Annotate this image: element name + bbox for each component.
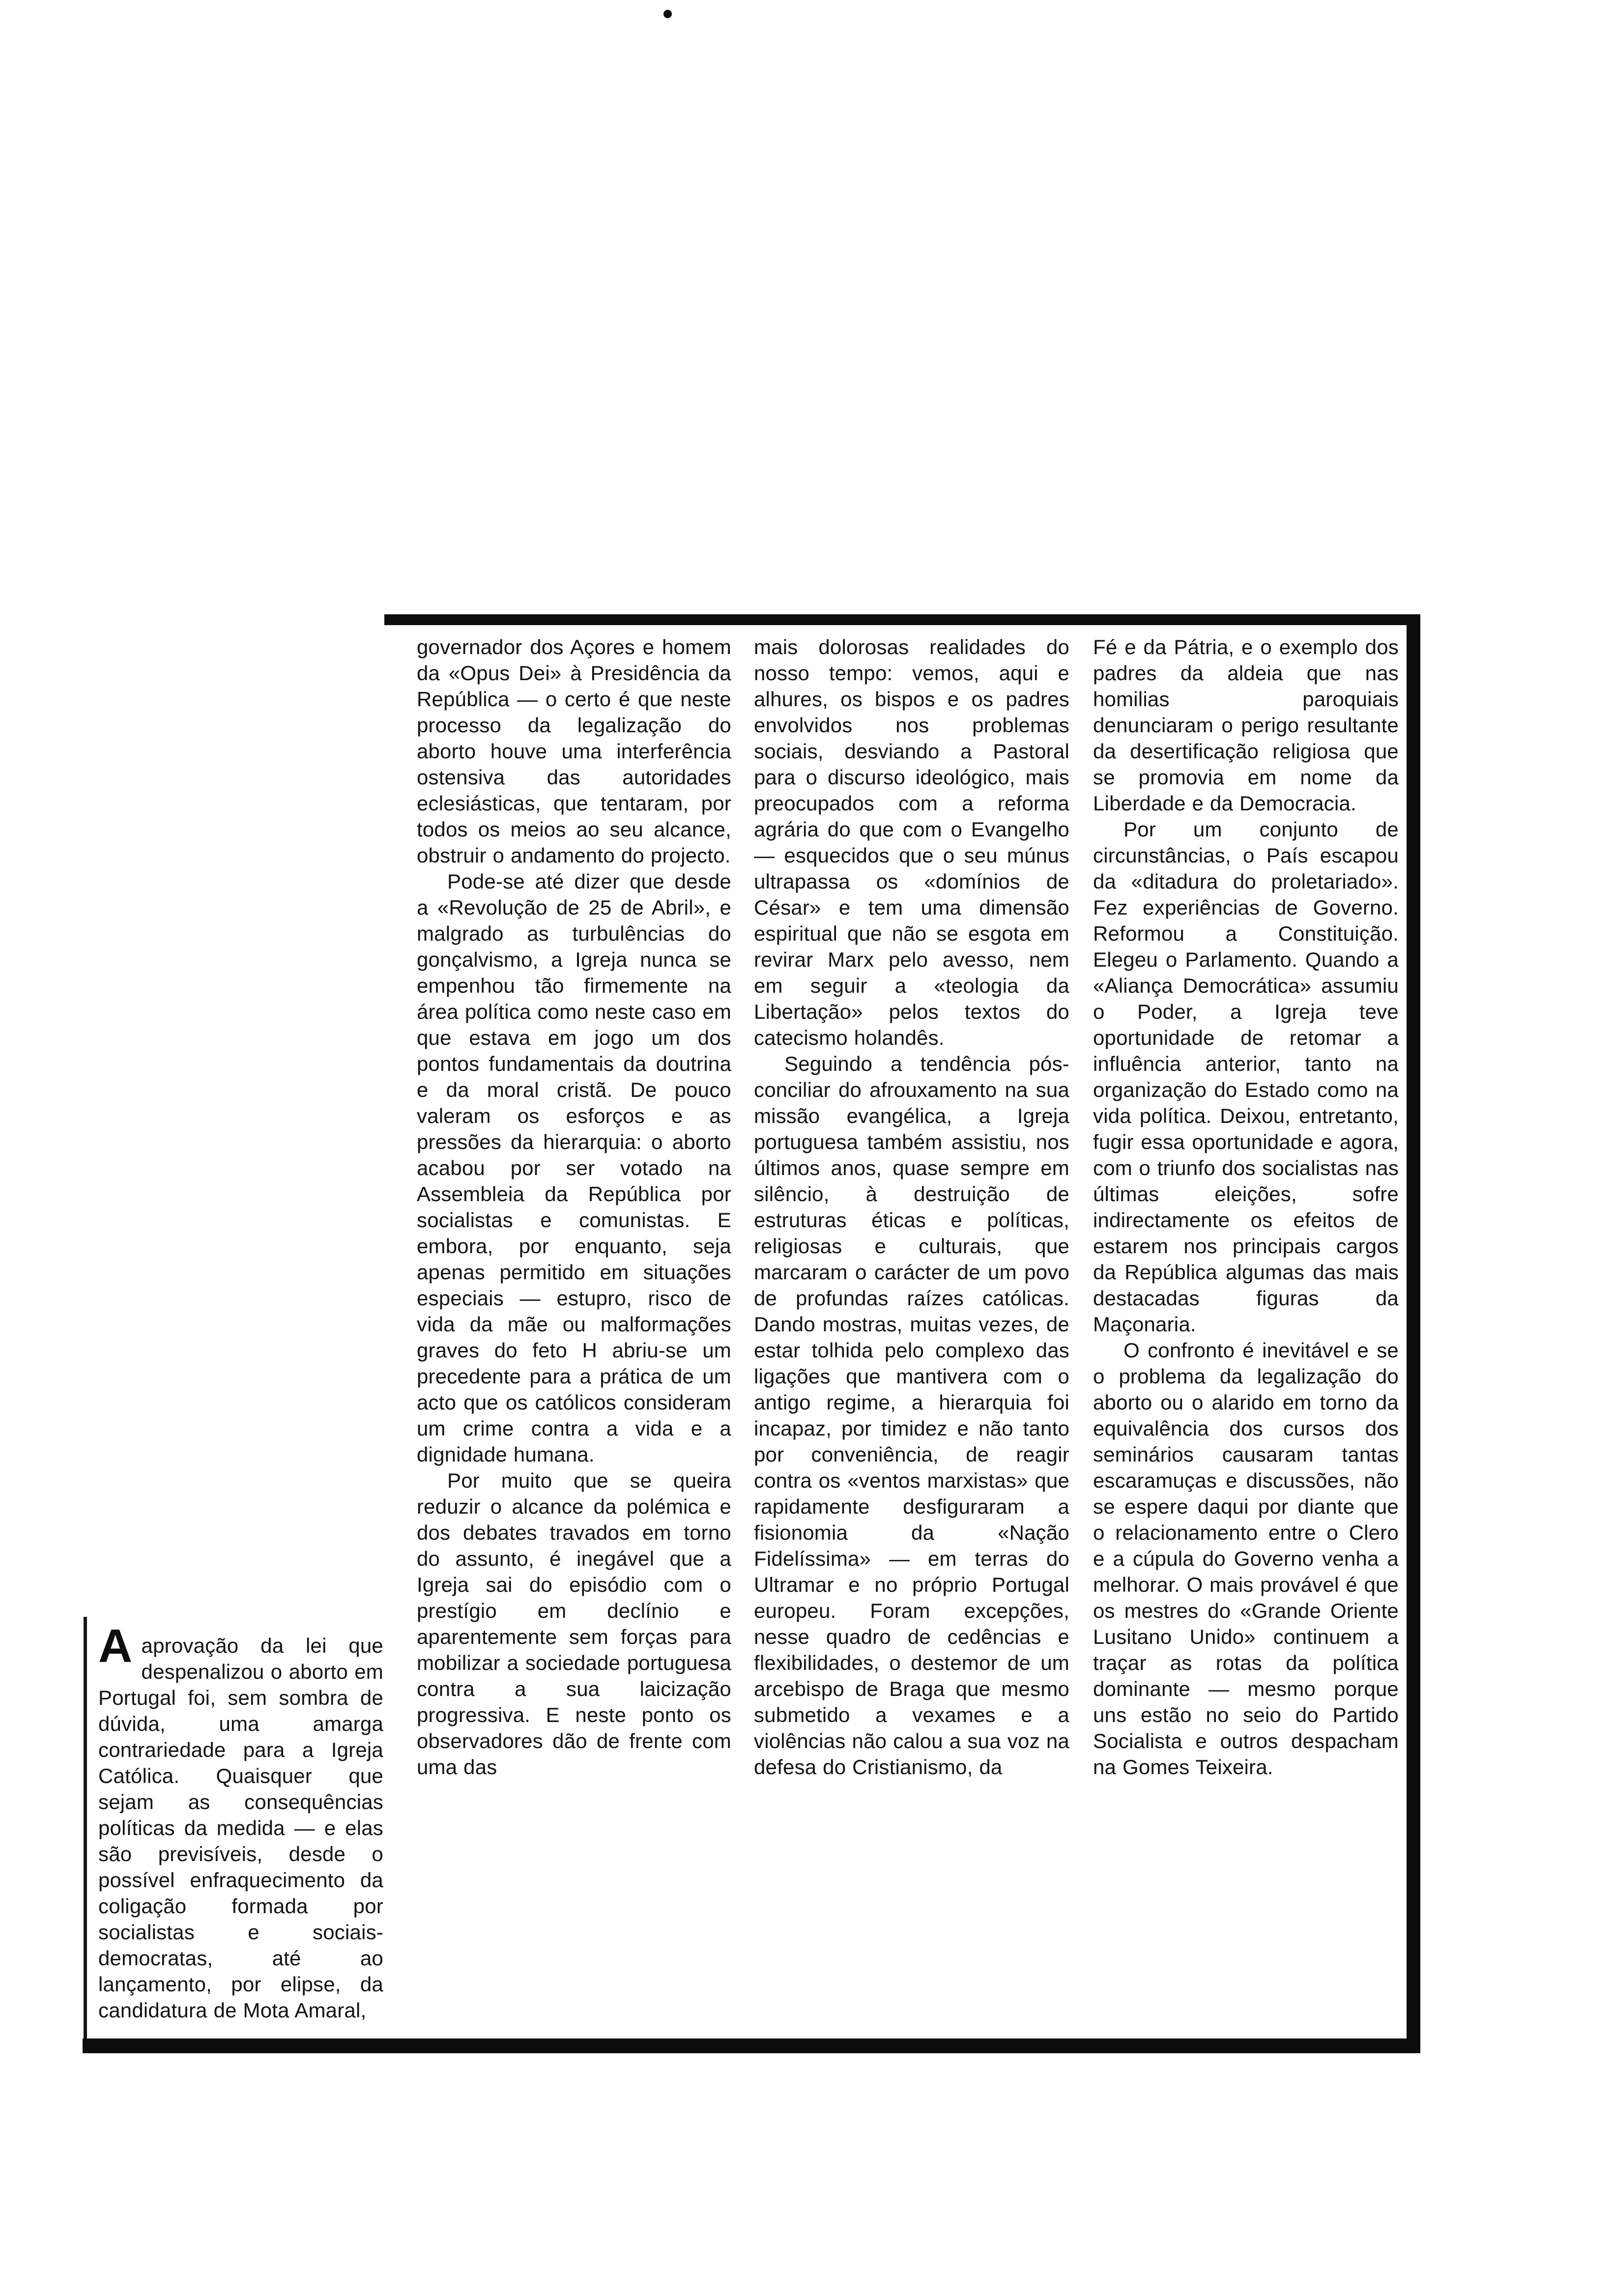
paragraph: O confronto é inevitável e se o problema da legalização do aborto ou o alarido em torno da equivalência dos cursos dos seminários causaram tantas escaramuças e discussões, não se espere daqui por diante que o relacionamento entre o Clero e a cúpula do Governo venha a melhorar. O mais provável é que os mestres do «Grande Oriente Lusitano Unido» continuem a traçar as rotas da política dominante — mesmo porque uns estão no seio do Partido Socialista e outros despacham na Gomes Teixeira. [1093, 1339, 1399, 1779]
first-column-left-rule [84, 1617, 87, 2038]
paragraph: Pode-se até dizer que desde a «Revolução de 25 de Abril», e malgrado as turbulências do gonçalvismo, a Igreja nunca se empenhou tão firmemente na área política como neste caso em que estava em jogo um dos pontos fundamentais da doutrina e da moral cristã. De pouco valeram os esforços e as pressões da hierarquia: o aborto acabou por ser votado na Assembleia da República por socialistas e comunistas. E embora, por enquanto, seja apenas permitido em situações especiais — estupro, risco de vida da mãe ou malformações graves do feto H abriu-se um precedente para a prática de um acto que os católicos consideram um crime contra a vida e a dignidade humana. [417, 870, 731, 1466]
scan-artifact-dot [663, 10, 672, 18]
paragraph: Por um conjunto de circunstâncias, o País escapou da «ditadura do proletariado». Fez experiências de Governo. Reformou a Constituição. Elegeu o Parlamento. Quando a «Aliança Democrática» assumiu o Poder, a Igreja teve oportunidade de retomar a influência anterior, tanto na organização do Estado como na vida política. Deixou, entretanto, fugir essa oportunidade e agora, com o triunfo dos socialistas nas últimas eleições, sofre indirectamente os efeitos de estarem nos principais cargos da República algumas das mais destacadas figuras da Maçonaria. [1093, 818, 1399, 1336]
paragraph-text: aprovação da lei que despenalizou o aborto em Portugal foi, sem sombra de dúvida, uma amarga contrariedade para a Igreja Católica. Quaisquer que sejam as consequências políticas da medida — e elas são previsíveis, desde o possível enfraquecimento da coligação formada por socialistas e sociais-democratas, até ao lançamento, por elipse, da candidatura de Mota Amaral, [98, 1634, 383, 2022]
article-column-4 [1093, 634, 1399, 1780]
paragraph: Seguindo a tendência pós-conciliar do afrouxamento na sua missão evangélica, a Igreja portuguesa também assistiu, nos últimos anos, quase sempre em silêncio, à destruição de estruturas éticas e políticas, religiosas e culturais, que marcaram o carácter de um povo de profundas raízes católicas. Dando mostras, muitas vezes, de estar tolhida pelo complexo das ligações que mantivera com o antigo regime, a hierarquia foi incapaz, por timidez e não tanto por conveniência, de reagir contra os «ventos marxistas» que rapidamente desfiguraram a fisionomia da «Nação Fidelíssima» — em terras do Ultramar e no próprio Portugal europeu. Foram excepções, nesse quadro de cedências e flexibilidades, o destemor de um arcebispo de Braga que mesmo submetido a vexames e a violências não calou a sua voz na defesa do Cristianismo, da [754, 1052, 1069, 1779]
bottom-rule [83, 2038, 1420, 2053]
paragraph: Por muito que se queira reduzir o alcance da polémica e dos debates travados em torno do assunto, é inegável que a Igreja sai do episódio com o prestígio em declínio e aparentemente sem forças para mobilizar a sociedade portuguesa contra a sua laicização progressiva. E neste ponto os observadores dão de frente com uma das [417, 1469, 731, 1779]
top-rule [384, 614, 1419, 625]
drop-cap: A [98, 1620, 133, 1672]
paragraph: mais dolorosas realidades do nosso tempo: vemos, aqui e alhures, os bispos e os padres envolvidos nos problemas sociais, desviando a Pastoral para o discurso ideológico, mais preocupados com a reforma agrária do que com o Evangelho — esquecidos que o seu múnus ultrapassa os «domínios de César» e tem uma dimensão espiritual que não se esgota em revirar Marx pelo avesso, nem em seguir a «teologia da Libertação» pelos textos do catecismo holandês. [754, 635, 1069, 1049]
paragraph: governador dos Açores e homem da «Opus Dei» à Presidência da República — o certo é que neste processo da legalização do aborto houve uma interferência ostensiva das autoridades eclesiásticas, que tentaram, por todos os meios ao seu alcance, obstruir o andamento do projecto. [417, 635, 731, 867]
paragraph: Fé e da Pátria, e o exemplo dos padres da aldeia que nas homilias paroquiais denunciaram o perigo resultante da desertificação religiosa que se promovia em nome da Liberdade e da Democracia. [1093, 635, 1399, 815]
intro-paragraph [98, 1620, 383, 2023]
article-column-3 [754, 634, 1069, 1780]
right-rule [1407, 614, 1420, 2053]
article-column-2 [417, 634, 731, 1780]
article-column-1 [98, 1620, 383, 2023]
